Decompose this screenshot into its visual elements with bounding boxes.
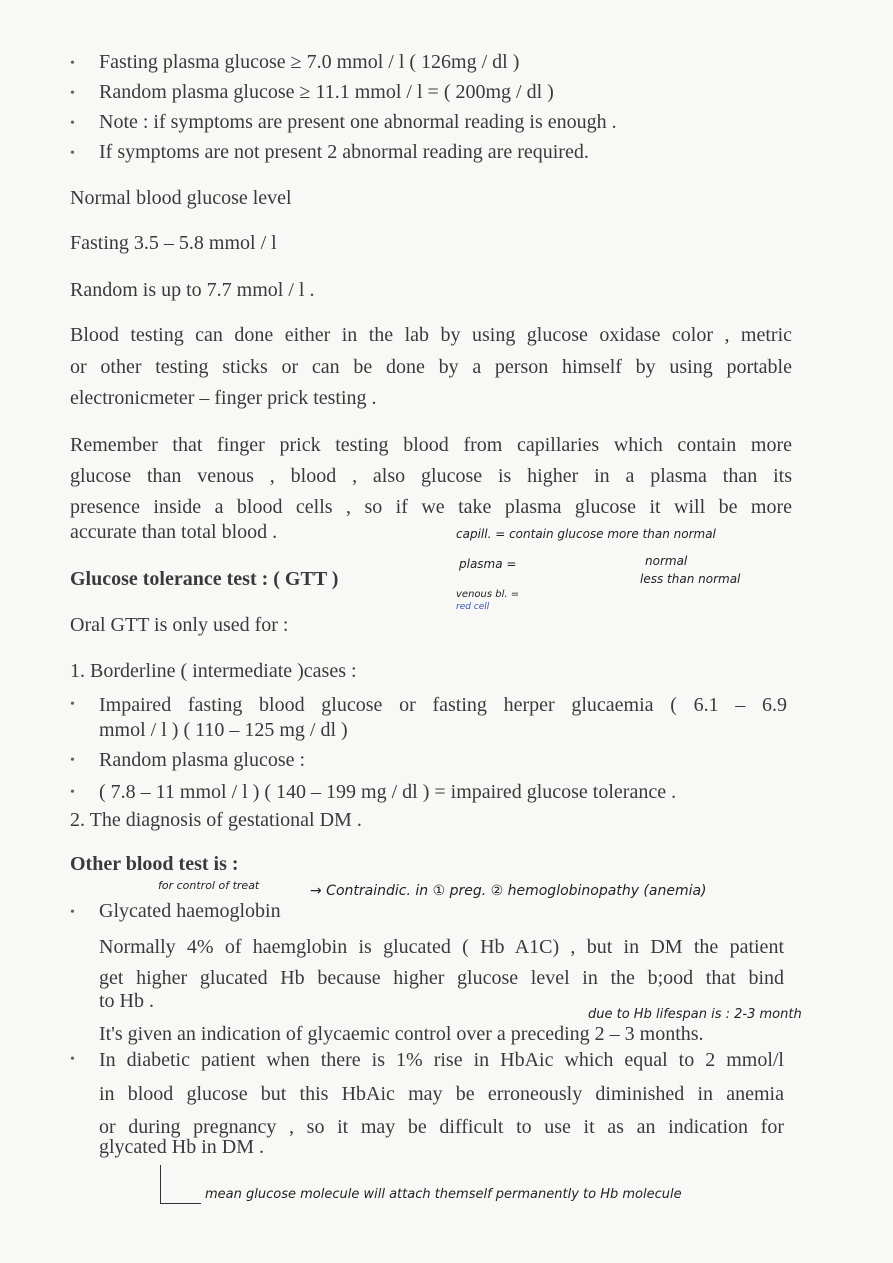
handwritten-note-plasma-value: normal [645,554,688,568]
handwritten-note-plasma: plasma = [459,557,517,571]
item-borderline: 1. Borderline ( intermediate )cases : [70,660,357,682]
bullet: • [70,753,75,768]
glycaemic-control-indication: It's given an indication of glycaemic control over a preceding 2 – 3 months. [99,1023,704,1045]
fasting-criteria: Fasting plasma glucose ≥ 7.0 mmol / l ( 126mg / dl ) [99,51,520,73]
bullet: • [70,697,75,712]
gtt-heading: Glucose tolerance test : ( GTT ) [70,568,339,590]
fasting-normal: Fasting 3.5 – 5.8 mmol / l [70,232,277,254]
paragraph-finger-prick-1: Remember that finger prick testing blood from capillaries which contain more [70,434,792,456]
glycated-haemoglobin: Glycated haemoglobin [99,900,281,922]
diabetic-paragraph-4: glycated Hb in DM . [99,1136,264,1158]
handwritten-note-red-cell: red cell [456,602,490,612]
bullet: • [70,1052,75,1067]
impaired-glucose-tolerance: ( 7.8 – 11 mmol / l ) ( 140 – 199 mg / dl ) = impaired glucose tolerance . [99,781,677,803]
paragraph-blood-testing-1: Blood testing can done either in the lab by using glucose oxidase color , metric [70,324,792,346]
paragraph-blood-testing-3: electronicmeter – finger prick testing . [70,387,377,409]
handwritten-note-venous-value: less than normal [640,572,741,586]
paragraph-blood-testing-2: or other testing sticks or can be done by a person himself by using portable [70,356,792,378]
handwritten-note-lifespan: due to Hb lifespan is : 2-3 month [588,1007,802,1022]
impaired-fasting-1: Impaired fasting blood glucose or fasting herper glucaemia ( 6.1 – 6.9 [99,694,787,716]
handwritten-note-contraindication: → Contraindic. in ① preg. ② hemoglobinopathy (anemia) [310,883,707,899]
note-symptoms-present: Note : if symptoms are present one abnormal reading is enough . [99,111,617,133]
bullet: • [70,146,75,161]
paragraph-finger-prick-3: presence inside a blood cells , so if we take plasma glucose it will be more [70,496,792,518]
item-gestational-dm: 2. The diagnosis of gestational DM . [70,809,362,831]
bullet: • [70,905,75,920]
hba1c-paragraph-2: get higher glucated Hb because higher glucose level in the b;ood that bind [99,967,784,989]
normal-glucose-heading: Normal blood glucose level [70,187,292,209]
bullet: • [70,785,75,800]
oral-gtt-intro: Oral GTT is only used for : [70,614,289,636]
handwritten-note-control: for control of treat [158,879,260,892]
hba1c-paragraph-3: to Hb . [99,990,154,1012]
random-criteria: Random plasma glucose ≥ 11.1 mmol / l = ( 200mg / dl ) [99,81,554,103]
bullet: • [70,86,75,101]
other-tests-heading: Other blood test is : [70,853,239,875]
diabetic-paragraph-1: In diabetic patient when there is 1% rise in HbAic which equal to 2 mmol/l [99,1049,784,1071]
random-plasma-glucose: Random plasma glucose : [99,749,306,771]
impaired-fasting-2: mmol / l ) ( 110 – 125 mg / dl ) [99,719,348,741]
note-symptoms-absent: If symptoms are not present 2 abnormal reading are required. [99,141,589,163]
bullet: • [70,116,75,131]
paragraph-finger-prick-2: glucose than venous , blood , also glucose is higher in a plasma than its [70,465,792,487]
handwritten-arrow [160,1165,201,1204]
handwritten-note-capillary: capill. = contain glucose more than normal [456,527,716,541]
diabetic-paragraph-3: or during pregnancy , so it may be difficult to use it as an indication for [99,1116,784,1138]
paragraph-finger-prick-4: accurate than total blood . [70,521,278,543]
handwritten-note-venous: venous bl. = [456,589,520,600]
diabetic-paragraph-2: in blood glucose but this HbAic may be erroneously diminished in anemia [99,1083,784,1105]
handwritten-note-bottom: mean glucose molecule will attach themself permanently to Hb molecule [205,1187,682,1202]
bullet: • [70,56,75,71]
random-normal: Random is up to 7.7 mmol / l . [70,279,315,301]
hba1c-paragraph-1: Normally 4% of haemglobin is glucated ( Hb A1C) , but in DM the patient [99,936,784,958]
